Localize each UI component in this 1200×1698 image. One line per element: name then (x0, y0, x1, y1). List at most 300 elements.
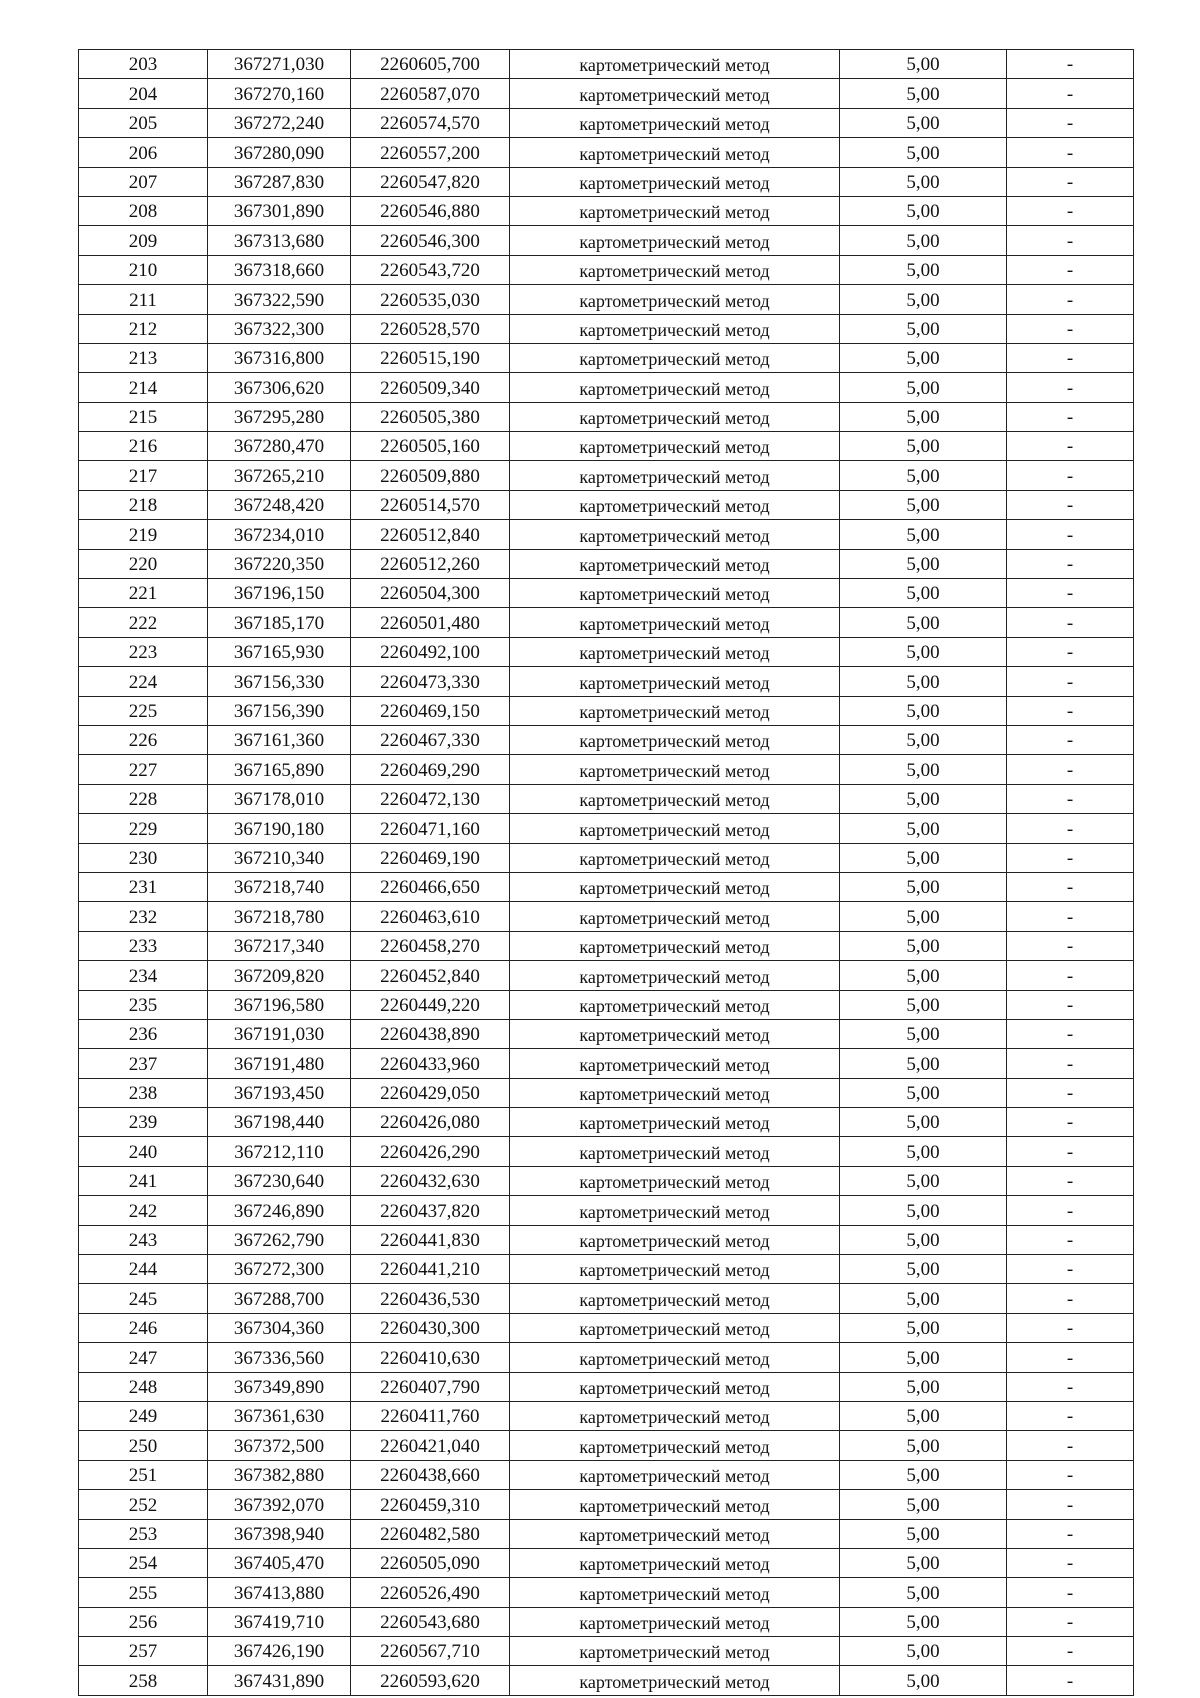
x-coordinate-cell: 367280,470 (208, 432, 351, 461)
table-row (79, 196, 1134, 225)
x-coordinate-cell: 367287,830 (208, 167, 351, 196)
accuracy-cell: 5,00 (840, 255, 1007, 284)
point-number-cell: 255 (79, 1578, 208, 1607)
note-cell: - (1007, 1137, 1134, 1166)
x-coordinate-cell: 367191,030 (208, 1019, 351, 1048)
point-number-cell: 230 (79, 843, 208, 872)
note-cell: - (1007, 1460, 1134, 1489)
note-cell: - (1007, 520, 1134, 549)
note-cell: - (1007, 314, 1134, 343)
accuracy-cell: 5,00 (840, 1137, 1007, 1166)
accuracy-cell: 5,00 (840, 1284, 1007, 1313)
table-body (79, 50, 1134, 1696)
note-cell: - (1007, 549, 1134, 578)
accuracy-cell: 5,00 (840, 314, 1007, 343)
method-cell: картометрический метод (510, 343, 840, 372)
note-cell: - (1007, 167, 1134, 196)
point-number-cell: 238 (79, 1078, 208, 1107)
table-row (79, 1548, 1134, 1577)
y-coordinate-cell: 2260436,530 (351, 1284, 510, 1313)
note-cell: - (1007, 226, 1134, 255)
x-coordinate-cell: 367178,010 (208, 784, 351, 813)
table-row (79, 167, 1134, 196)
point-number-cell: 248 (79, 1372, 208, 1401)
method-cell: картометрический метод (510, 520, 840, 549)
x-coordinate-cell: 367322,300 (208, 314, 351, 343)
method-cell: картометрический метод (510, 1372, 840, 1401)
point-number-cell: 244 (79, 1255, 208, 1284)
note-cell: - (1007, 1196, 1134, 1225)
x-coordinate-cell: 367382,880 (208, 1460, 351, 1489)
accuracy-cell: 5,00 (840, 167, 1007, 196)
method-cell: картометрический метод (510, 608, 840, 637)
accuracy-cell: 5,00 (840, 1372, 1007, 1401)
y-coordinate-cell: 2260492,100 (351, 637, 510, 666)
x-coordinate-cell: 367272,300 (208, 1255, 351, 1284)
x-coordinate-cell: 367426,190 (208, 1637, 351, 1666)
y-coordinate-cell: 2260526,490 (351, 1578, 510, 1607)
method-cell: картометрический метод (510, 872, 840, 901)
method-cell: картометрический метод (510, 1049, 840, 1078)
point-number-cell: 251 (79, 1460, 208, 1489)
x-coordinate-cell: 367280,090 (208, 138, 351, 167)
accuracy-cell: 5,00 (840, 50, 1007, 79)
point-number-cell: 222 (79, 608, 208, 637)
point-number-cell: 213 (79, 343, 208, 372)
table-row (79, 872, 1134, 901)
accuracy-cell: 5,00 (840, 755, 1007, 784)
x-coordinate-cell: 367271,030 (208, 50, 351, 79)
table-row (79, 1343, 1134, 1372)
accuracy-cell: 5,00 (840, 1401, 1007, 1430)
table-row (79, 637, 1134, 666)
x-coordinate-cell: 367392,070 (208, 1490, 351, 1519)
y-coordinate-cell: 2260574,570 (351, 108, 510, 137)
table-row (79, 902, 1134, 931)
note-cell: - (1007, 931, 1134, 960)
point-number-cell: 243 (79, 1225, 208, 1254)
table-row (79, 931, 1134, 960)
x-coordinate-cell: 367196,150 (208, 579, 351, 608)
note-cell: - (1007, 402, 1134, 431)
accuracy-cell: 5,00 (840, 1548, 1007, 1577)
x-coordinate-cell: 367372,500 (208, 1431, 351, 1460)
table-row (79, 1166, 1134, 1195)
accuracy-cell: 5,00 (840, 667, 1007, 696)
method-cell: картометрический метод (510, 667, 840, 696)
note-cell: - (1007, 608, 1134, 637)
accuracy-cell: 5,00 (840, 1225, 1007, 1254)
point-number-cell: 221 (79, 579, 208, 608)
method-cell: картометрический метод (510, 1460, 840, 1489)
point-number-cell: 229 (79, 814, 208, 843)
y-coordinate-cell: 2260437,820 (351, 1196, 510, 1225)
table-row (79, 1431, 1134, 1460)
note-cell: - (1007, 1490, 1134, 1519)
y-coordinate-cell: 2260426,080 (351, 1108, 510, 1137)
y-coordinate-cell: 2260504,300 (351, 579, 510, 608)
note-cell: - (1007, 461, 1134, 490)
method-cell: картометрический метод (510, 1637, 840, 1666)
point-number-cell: 226 (79, 725, 208, 754)
note-cell: - (1007, 1313, 1134, 1342)
table-row (79, 696, 1134, 725)
note-cell: - (1007, 1343, 1134, 1372)
table-row (79, 1313, 1134, 1342)
point-number-cell: 253 (79, 1519, 208, 1548)
table-row (79, 255, 1134, 284)
accuracy-cell: 5,00 (840, 196, 1007, 225)
y-coordinate-cell: 2260528,570 (351, 314, 510, 343)
note-cell: - (1007, 343, 1134, 372)
table-row (79, 1578, 1134, 1607)
y-coordinate-cell: 2260514,570 (351, 490, 510, 519)
y-coordinate-cell: 2260505,090 (351, 1548, 510, 1577)
note-cell: - (1007, 373, 1134, 402)
x-coordinate-cell: 367165,890 (208, 755, 351, 784)
note-cell: - (1007, 902, 1134, 931)
y-coordinate-cell: 2260469,290 (351, 755, 510, 784)
table-row (79, 579, 1134, 608)
accuracy-cell: 5,00 (840, 1431, 1007, 1460)
y-coordinate-cell: 2260557,200 (351, 138, 510, 167)
note-cell: - (1007, 1519, 1134, 1548)
y-coordinate-cell: 2260459,310 (351, 1490, 510, 1519)
accuracy-cell: 5,00 (840, 1078, 1007, 1107)
x-coordinate-cell: 367185,170 (208, 608, 351, 637)
method-cell: картометрический метод (510, 1078, 840, 1107)
method-cell: картометрический метод (510, 1313, 840, 1342)
method-cell: картометрический метод (510, 255, 840, 284)
note-cell: - (1007, 784, 1134, 813)
method-cell: картометрический метод (510, 1401, 840, 1430)
point-number-cell: 218 (79, 490, 208, 519)
x-coordinate-cell: 367209,820 (208, 961, 351, 990)
accuracy-cell: 5,00 (840, 696, 1007, 725)
note-cell: - (1007, 432, 1134, 461)
y-coordinate-cell: 2260472,130 (351, 784, 510, 813)
note-cell: - (1007, 1637, 1134, 1666)
point-number-cell: 220 (79, 549, 208, 578)
x-coordinate-cell: 367288,700 (208, 1284, 351, 1313)
x-coordinate-cell: 367313,680 (208, 226, 351, 255)
method-cell: картометрический метод (510, 226, 840, 255)
accuracy-cell: 5,00 (840, 872, 1007, 901)
method-cell: картометрический метод (510, 961, 840, 990)
method-cell: картометрический метод (510, 931, 840, 960)
table-row (79, 990, 1134, 1019)
table-row (79, 667, 1134, 696)
method-cell: картометрический метод (510, 373, 840, 402)
y-coordinate-cell: 2260441,210 (351, 1255, 510, 1284)
accuracy-cell: 5,00 (840, 1108, 1007, 1137)
x-coordinate-cell: 367398,940 (208, 1519, 351, 1548)
accuracy-cell: 5,00 (840, 843, 1007, 872)
method-cell: картометрический метод (510, 725, 840, 754)
point-number-cell: 214 (79, 373, 208, 402)
y-coordinate-cell: 2260512,260 (351, 549, 510, 578)
point-number-cell: 211 (79, 285, 208, 314)
x-coordinate-cell: 367413,880 (208, 1578, 351, 1607)
method-cell: картометрический метод (510, 490, 840, 519)
note-cell: - (1007, 50, 1134, 79)
method-cell: картометрический метод (510, 1490, 840, 1519)
table-row (79, 784, 1134, 813)
accuracy-cell: 5,00 (840, 1019, 1007, 1048)
y-coordinate-cell: 2260509,880 (351, 461, 510, 490)
accuracy-cell: 5,00 (840, 1519, 1007, 1548)
table-row (79, 79, 1134, 108)
point-number-cell: 231 (79, 872, 208, 901)
y-coordinate-cell: 2260567,710 (351, 1637, 510, 1666)
point-number-cell: 205 (79, 108, 208, 137)
table-row (79, 285, 1134, 314)
table-row (79, 725, 1134, 754)
accuracy-cell: 5,00 (840, 490, 1007, 519)
point-number-cell: 239 (79, 1108, 208, 1137)
method-cell: картометрический метод (510, 1225, 840, 1254)
note-cell: - (1007, 1284, 1134, 1313)
table-row (79, 755, 1134, 784)
table-row (79, 843, 1134, 872)
note-cell: - (1007, 1607, 1134, 1636)
x-coordinate-cell: 367220,350 (208, 549, 351, 578)
accuracy-cell: 5,00 (840, 432, 1007, 461)
table-row (79, 1137, 1134, 1166)
y-coordinate-cell: 2260469,190 (351, 843, 510, 872)
accuracy-cell: 5,00 (840, 1578, 1007, 1607)
note-cell: - (1007, 138, 1134, 167)
y-coordinate-cell: 2260463,610 (351, 902, 510, 931)
point-number-cell: 250 (79, 1431, 208, 1460)
table-row (79, 343, 1134, 372)
note-cell: - (1007, 1049, 1134, 1078)
note-cell: - (1007, 108, 1134, 137)
method-cell: картометрический метод (510, 1108, 840, 1137)
method-cell: картометрический метод (510, 1255, 840, 1284)
y-coordinate-cell: 2260458,270 (351, 931, 510, 960)
y-coordinate-cell: 2260482,580 (351, 1519, 510, 1548)
table-row (79, 1019, 1134, 1048)
y-coordinate-cell: 2260605,700 (351, 50, 510, 79)
accuracy-cell: 5,00 (840, 1049, 1007, 1078)
x-coordinate-cell: 367265,210 (208, 461, 351, 490)
table-row (79, 961, 1134, 990)
table-row (79, 314, 1134, 343)
note-cell: - (1007, 255, 1134, 284)
point-number-cell: 232 (79, 902, 208, 931)
y-coordinate-cell: 2260505,160 (351, 432, 510, 461)
accuracy-cell: 5,00 (840, 1666, 1007, 1695)
y-coordinate-cell: 2260509,340 (351, 373, 510, 402)
method-cell: картометрический метод (510, 1548, 840, 1577)
point-number-cell: 237 (79, 1049, 208, 1078)
x-coordinate-cell: 367248,420 (208, 490, 351, 519)
note-cell: - (1007, 961, 1134, 990)
table-row (79, 108, 1134, 137)
point-number-cell: 212 (79, 314, 208, 343)
accuracy-cell: 5,00 (840, 1313, 1007, 1342)
y-coordinate-cell: 2260505,380 (351, 402, 510, 431)
note-cell: - (1007, 843, 1134, 872)
note-cell: - (1007, 667, 1134, 696)
accuracy-cell: 5,00 (840, 1637, 1007, 1666)
table-row (79, 520, 1134, 549)
x-coordinate-cell: 367161,360 (208, 725, 351, 754)
accuracy-cell: 5,00 (840, 343, 1007, 372)
point-number-cell: 258 (79, 1666, 208, 1695)
method-cell: картометрический метод (510, 1166, 840, 1195)
y-coordinate-cell: 2260546,300 (351, 226, 510, 255)
point-number-cell: 257 (79, 1637, 208, 1666)
x-coordinate-cell: 367230,640 (208, 1166, 351, 1195)
note-cell: - (1007, 1019, 1134, 1048)
coordinates-table (78, 49, 1134, 1696)
point-number-cell: 204 (79, 79, 208, 108)
y-coordinate-cell: 2260438,660 (351, 1460, 510, 1489)
y-coordinate-cell: 2260449,220 (351, 990, 510, 1019)
method-cell: картометрический метод (510, 637, 840, 666)
x-coordinate-cell: 367156,390 (208, 696, 351, 725)
x-coordinate-cell: 367198,440 (208, 1108, 351, 1137)
x-coordinate-cell: 367196,580 (208, 990, 351, 1019)
point-number-cell: 240 (79, 1137, 208, 1166)
method-cell: картометрический метод (510, 1343, 840, 1372)
y-coordinate-cell: 2260471,160 (351, 814, 510, 843)
method-cell: картометрический метод (510, 79, 840, 108)
table-row (79, 1049, 1134, 1078)
point-number-cell: 254 (79, 1548, 208, 1577)
point-number-cell: 208 (79, 196, 208, 225)
table-row (79, 1196, 1134, 1225)
x-coordinate-cell: 367270,160 (208, 79, 351, 108)
note-cell: - (1007, 1578, 1134, 1607)
y-coordinate-cell: 2260593,620 (351, 1666, 510, 1695)
method-cell: картометрический метод (510, 196, 840, 225)
x-coordinate-cell: 367318,660 (208, 255, 351, 284)
note-cell: - (1007, 1548, 1134, 1577)
y-coordinate-cell: 2260587,070 (351, 79, 510, 108)
y-coordinate-cell: 2260407,790 (351, 1372, 510, 1401)
method-cell: картометрический метод (510, 167, 840, 196)
accuracy-cell: 5,00 (840, 108, 1007, 137)
table-row (79, 50, 1134, 79)
method-cell: картометрический метод (510, 1196, 840, 1225)
accuracy-cell: 5,00 (840, 990, 1007, 1019)
table-row (79, 1078, 1134, 1107)
x-coordinate-cell: 367349,890 (208, 1372, 351, 1401)
y-coordinate-cell: 2260546,880 (351, 196, 510, 225)
x-coordinate-cell: 367361,630 (208, 1401, 351, 1430)
note-cell: - (1007, 872, 1134, 901)
point-number-cell: 225 (79, 696, 208, 725)
method-cell: картометрический метод (510, 755, 840, 784)
point-number-cell: 215 (79, 402, 208, 431)
note-cell: - (1007, 285, 1134, 314)
note-cell: - (1007, 990, 1134, 1019)
table-row (79, 138, 1134, 167)
accuracy-cell: 5,00 (840, 79, 1007, 108)
note-cell: - (1007, 755, 1134, 784)
table-row (79, 1519, 1134, 1548)
method-cell: картометрический метод (510, 814, 840, 843)
accuracy-cell: 5,00 (840, 461, 1007, 490)
note-cell: - (1007, 725, 1134, 754)
accuracy-cell: 5,00 (840, 138, 1007, 167)
table-row (79, 1284, 1134, 1313)
note-cell: - (1007, 1108, 1134, 1137)
accuracy-cell: 5,00 (840, 1607, 1007, 1636)
x-coordinate-cell: 367193,450 (208, 1078, 351, 1107)
point-number-cell: 249 (79, 1401, 208, 1430)
point-number-cell: 236 (79, 1019, 208, 1048)
note-cell: - (1007, 1431, 1134, 1460)
accuracy-cell: 5,00 (840, 226, 1007, 255)
table-row (79, 1255, 1134, 1284)
y-coordinate-cell: 2260438,890 (351, 1019, 510, 1048)
note-cell: - (1007, 696, 1134, 725)
method-cell: картометрический метод (510, 1578, 840, 1607)
y-coordinate-cell: 2260421,040 (351, 1431, 510, 1460)
method-cell: картометрический метод (510, 902, 840, 931)
accuracy-cell: 5,00 (840, 285, 1007, 314)
x-coordinate-cell: 367295,280 (208, 402, 351, 431)
table-row (79, 1490, 1134, 1519)
point-number-cell: 210 (79, 255, 208, 284)
method-cell: картометрический метод (510, 1019, 840, 1048)
point-number-cell: 217 (79, 461, 208, 490)
y-coordinate-cell: 2260426,290 (351, 1137, 510, 1166)
note-cell: - (1007, 1401, 1134, 1430)
accuracy-cell: 5,00 (840, 520, 1007, 549)
x-coordinate-cell: 367336,560 (208, 1343, 351, 1372)
y-coordinate-cell: 2260433,960 (351, 1049, 510, 1078)
accuracy-cell: 5,00 (840, 637, 1007, 666)
table-row (79, 1372, 1134, 1401)
accuracy-cell: 5,00 (840, 931, 1007, 960)
point-number-cell: 224 (79, 667, 208, 696)
x-coordinate-cell: 367316,800 (208, 343, 351, 372)
accuracy-cell: 5,00 (840, 784, 1007, 813)
y-coordinate-cell: 2260543,720 (351, 255, 510, 284)
method-cell: картометрический метод (510, 1284, 840, 1313)
y-coordinate-cell: 2260410,630 (351, 1343, 510, 1372)
method-cell: картометрический метод (510, 402, 840, 431)
x-coordinate-cell: 367306,620 (208, 373, 351, 402)
accuracy-cell: 5,00 (840, 961, 1007, 990)
accuracy-cell: 5,00 (840, 1255, 1007, 1284)
x-coordinate-cell: 367301,890 (208, 196, 351, 225)
point-number-cell: 206 (79, 138, 208, 167)
y-coordinate-cell: 2260512,840 (351, 520, 510, 549)
point-number-cell: 247 (79, 1343, 208, 1372)
note-cell: - (1007, 1372, 1134, 1401)
accuracy-cell: 5,00 (840, 1490, 1007, 1519)
y-coordinate-cell: 2260441,830 (351, 1225, 510, 1254)
point-number-cell: 241 (79, 1166, 208, 1195)
y-coordinate-cell: 2260547,820 (351, 167, 510, 196)
point-number-cell: 252 (79, 1490, 208, 1519)
accuracy-cell: 5,00 (840, 1166, 1007, 1195)
x-coordinate-cell: 367262,790 (208, 1225, 351, 1254)
point-number-cell: 203 (79, 50, 208, 79)
table-row (79, 608, 1134, 637)
accuracy-cell: 5,00 (840, 608, 1007, 637)
x-coordinate-cell: 367246,890 (208, 1196, 351, 1225)
x-coordinate-cell: 367234,010 (208, 520, 351, 549)
x-coordinate-cell: 367218,740 (208, 872, 351, 901)
y-coordinate-cell: 2260411,760 (351, 1401, 510, 1430)
